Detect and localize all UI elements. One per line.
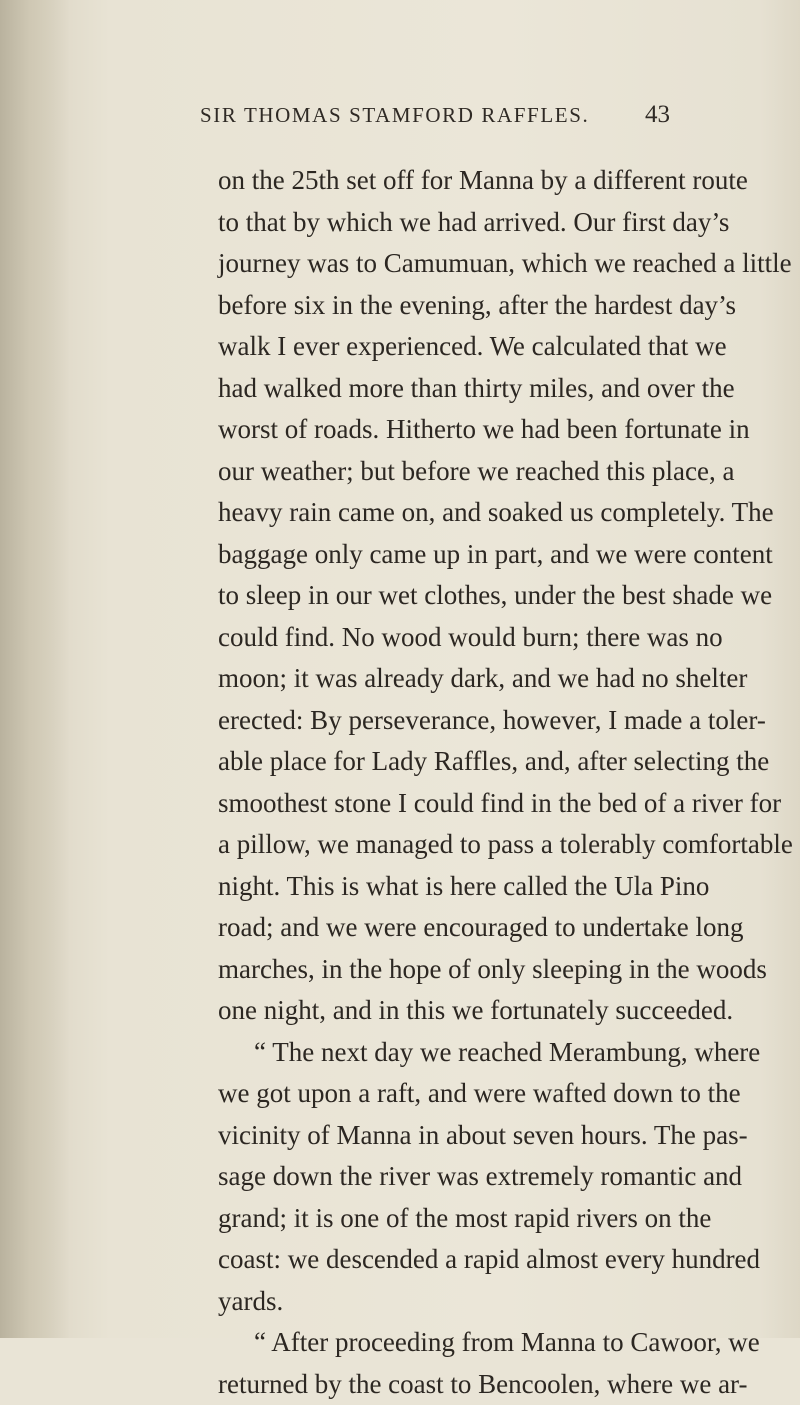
text-line: moon; it was already dark, and we had no shelter <box>218 658 693 700</box>
text-line: could find. No wood would burn; there was no <box>218 617 693 659</box>
paragraph-end-line: yards. <box>218 1281 693 1323</box>
text-line: marches, in the hope of only sleeping in the woods <box>218 949 693 991</box>
text-line: on the 25th set off for Manna by a different route <box>218 160 693 202</box>
text-line: night. This is what is here called the Ula Pino <box>218 866 693 908</box>
paragraph-start-line: “ After proceeding from Manna to Cawoor, we <box>218 1322 693 1364</box>
text-line: heavy rain came on, and soaked us completely. The <box>218 492 693 534</box>
text-line: to that by which we had arrived. Our first day’s <box>218 202 693 244</box>
page-gutter-shadow <box>0 0 70 1338</box>
text-line: erected: By perseverance, however, I made a toler- <box>218 700 693 742</box>
text-line: we got upon a raft, and were wafted down to the <box>218 1073 693 1115</box>
text-line: had walked more than thirty miles, and over the <box>218 368 693 410</box>
text-line: our weather; but before we reached this place, a <box>218 451 693 493</box>
text-line: grand; it is one of the most rapid rivers on the <box>218 1198 693 1240</box>
text-line: to sleep in our wet clothes, under the best shade we <box>218 575 693 617</box>
paragraph-end-line: one night, and in this we fortunately succeeded. <box>218 990 693 1032</box>
paragraph-start-line: “ The next day we reached Merambung, where <box>218 1032 693 1074</box>
body-text <box>218 160 693 1405</box>
text-line: returned by the coast to Bencoolen, where we ar- <box>218 1364 693 1405</box>
text-line: coast: we descended a rapid almost every hundred <box>218 1239 693 1281</box>
text-line: worst of roads. Hitherto we had been fortunate in <box>218 409 693 451</box>
text-line: walk I ever experienced. We calculated that we <box>218 326 693 368</box>
text-line: road; and we were encouraged to undertake long <box>218 907 693 949</box>
page-number: 43 <box>645 101 670 129</box>
text-line: before six in the evening, after the hardest day’s <box>218 285 693 327</box>
text-line: able place for Lady Raffles, and, after selecting the <box>218 741 693 783</box>
running-head-title: SIR THOMAS STAMFORD RAFFLES. <box>200 103 589 128</box>
running-head <box>200 103 670 137</box>
text-line: vicinity of Manna in about seven hours. The pas- <box>218 1115 693 1157</box>
text-line: baggage only came up in part, and we were content <box>218 534 693 576</box>
text-line: sage down the river was extremely romantic and <box>218 1156 693 1198</box>
text-line: smoothest stone I could find in the bed of a river for <box>218 783 693 825</box>
text-line: a pillow, we managed to pass a tolerably comfortable <box>218 824 693 866</box>
text-line: journey was to Camumuan, which we reached a little <box>218 243 693 285</box>
